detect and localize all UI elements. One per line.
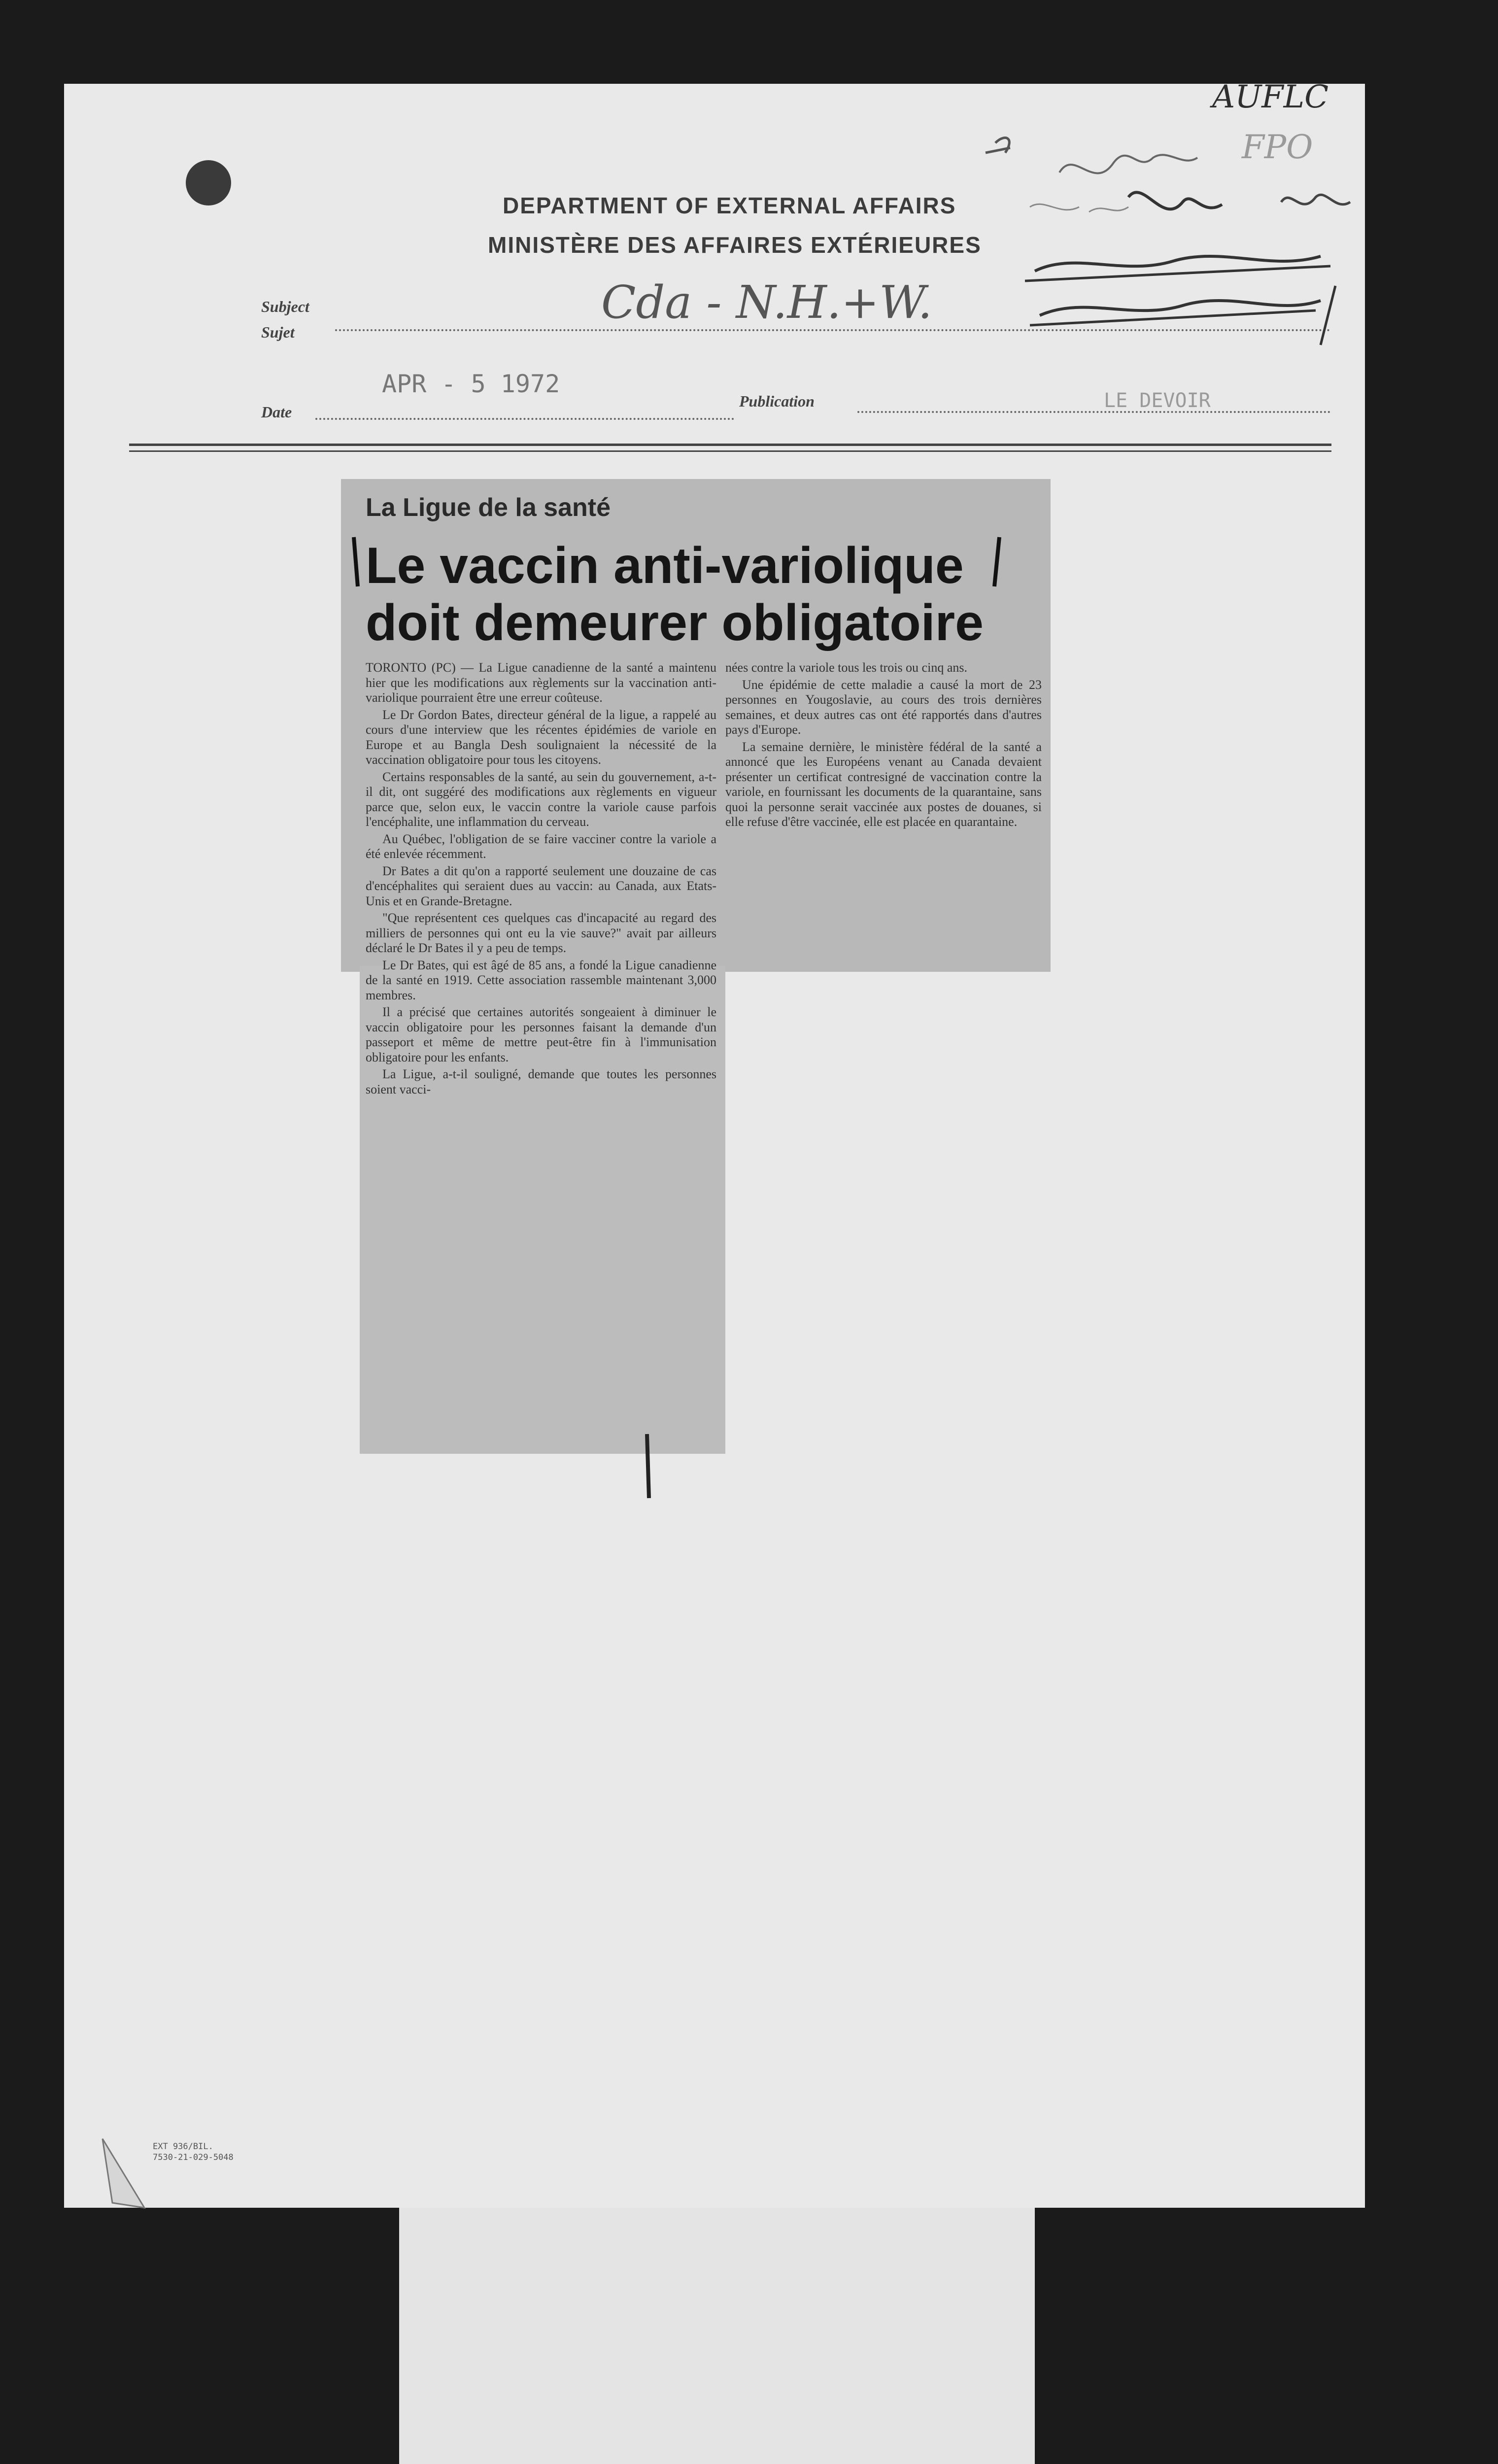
date-label: Date bbox=[261, 403, 292, 421]
date-stamp: APR - 5 1972 bbox=[382, 370, 560, 398]
article-paragraph: Dr Bates a dit qu'on a rapporté seulement une douzaine de cas d'encéphalites qui seraient dues au vaccin: au Canada, aux Etats-Unis et en Grande-Bretagne. bbox=[366, 863, 716, 908]
publication-line bbox=[857, 411, 1330, 413]
headline-line-1: Le vaccin anti-variolique bbox=[366, 537, 964, 594]
article-paragraph: Le Dr Bates, qui est âgé de 85 ans, a fondé la Ligue canadienne de la santé en 1919. Cette association rassemble maintenant 3,000 membres. bbox=[366, 958, 716, 1002]
punch-hole-icon bbox=[186, 160, 231, 205]
handwritten-initials-signature bbox=[976, 89, 1370, 384]
date-line bbox=[315, 418, 734, 420]
article-paragraph: Certains responsables de la santé, au sein du gouvernement, a-t-il dit, ont suggéré des modifications aux règlements en vigueur parce que, selon eux, le vaccin contre la variole cause parfois l'encéphalite, une inflammation du cerveau. bbox=[366, 769, 716, 829]
sujet-label: Sujet bbox=[261, 323, 295, 341]
routing-mark-fpo: FPO bbox=[1242, 128, 1313, 166]
routing-mark-top: AUFLC bbox=[1212, 79, 1329, 115]
publication-stamp: LE DEVOIR bbox=[1104, 389, 1211, 412]
article-paragraph: Il a précisé que certaines autorités songeaient à diminuer le vaccin obligatoire pour les personnes faisant la demande d'un passeport et même de mettre peut-être fin à l'immunisation obligatoire pour les enfants. bbox=[366, 1005, 716, 1064]
article-paragraph: "Que représentent ces quelques cas d'incapacité au regard des milliers de personnes qui ont eu la vie sauve?" avait par ailleurs déclaré le Dr Bates il y a peu de temps. bbox=[366, 911, 716, 955]
pen-marks bbox=[345, 517, 1035, 1513]
divider-rule bbox=[129, 444, 1331, 446]
article-paragraph: Le Dr Gordon Bates, directeur général de la ligue, a rappelé au cours d'une interview que les récentes épidémies de variole en Europe et au Bangla Desh soulignaient la nécessité de la vaccination obligatoire pour tous les citoyens. bbox=[366, 707, 716, 767]
article-paragraph: TORONTO (PC) — La Ligue canadienne de la santé a maintenu hier que les modifications aux règlements sur la vaccination anti-variolique pourraient être une erreur coûteuse. bbox=[366, 660, 716, 705]
divider-rule-thin bbox=[129, 450, 1331, 452]
department-name-french: MINISTÈRE DES AFFAIRES EXTÉRIEURES bbox=[488, 232, 982, 258]
article-paragraph: La Ligue, a-t-il souligné, demande que toutes les personnes soient vacci- bbox=[366, 1067, 716, 1096]
sheet-stub bbox=[399, 2208, 1035, 2464]
article-kicker: La Ligue de la santé bbox=[366, 493, 611, 522]
headline-line-2: doit demeurer obligatoire bbox=[366, 594, 984, 651]
folded-corner-icon bbox=[98, 2134, 152, 2213]
publication-label: Publication bbox=[739, 392, 815, 410]
subject-label: Subject bbox=[261, 298, 309, 315]
form-number-stamp: EXT 936/BIL. 7530-21-029-5048 bbox=[153, 2142, 234, 2162]
article-paragraph: Une épidémie de cette maladie a causé la mort de 23 personnes en Yougoslavie, au cours des trois dernières semaines, et deux autres cas ont été rapportés dans d'autres pays d'Europe. bbox=[725, 677, 1042, 737]
article-paragraph: nées contre la variole tous les trois ou cinq ans. bbox=[725, 660, 967, 675]
article-paragraph: La semaine dernière, le ministère fédéral de la santé a annoncé que les Européens venant au Canada devaient présenter un certificat contresigné de vaccination contre la variole, en fournissant les documents de la quarantaine, sans quoi la personne serait vaccinée aux postes de douanes, si elle refuse d'être vaccinée, elle est placée en quarantaine. bbox=[725, 739, 1042, 829]
article-paragraph: Au Québec, l'obligation de se faire vacciner contre la variole a été enlevée récemment. bbox=[366, 831, 716, 861]
subject-handwritten: Cda - N.H.+W. bbox=[601, 276, 932, 329]
department-name-english: DEPARTMENT OF EXTERNAL AFFAIRS bbox=[503, 193, 956, 218]
